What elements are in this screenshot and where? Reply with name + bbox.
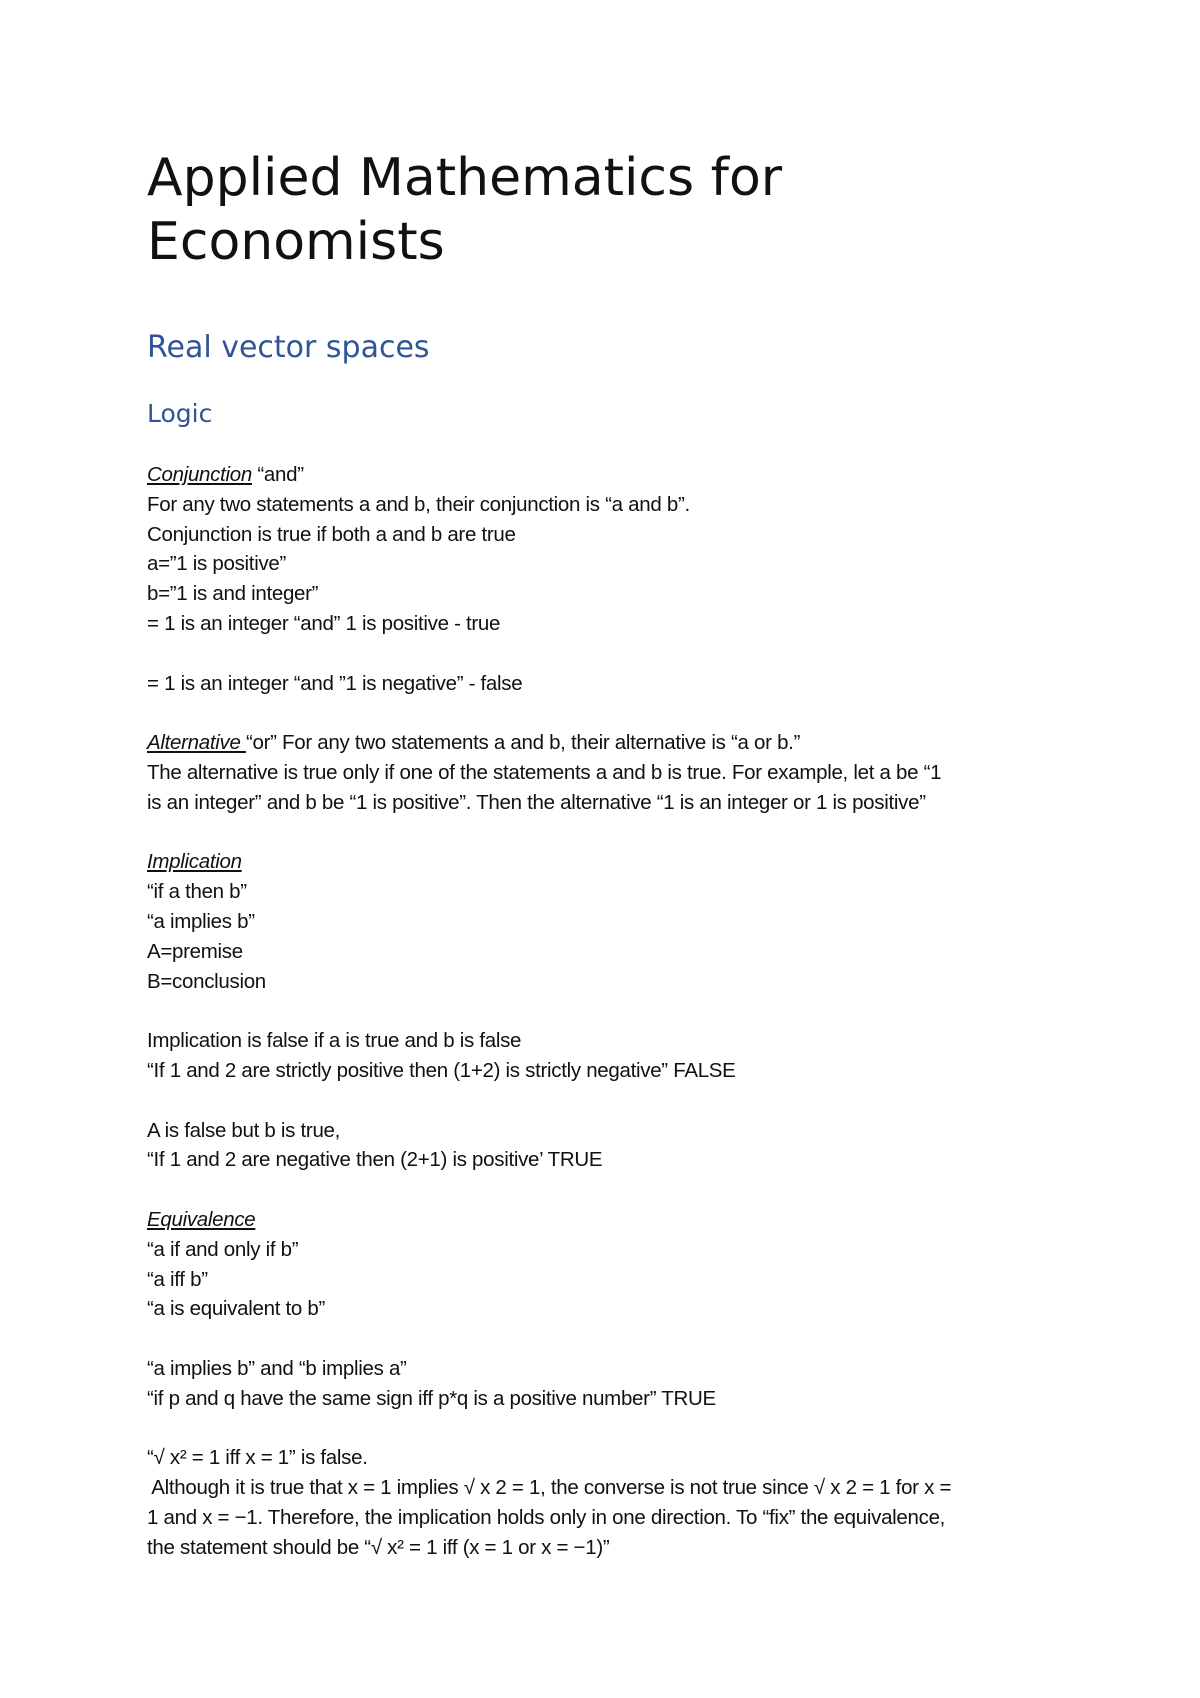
body-line: 1 and x = −1. Therefore, the implication holds only in one direction. To “fix” the equivalence, [147, 1505, 946, 1529]
body-line: “If 1 and 2 are strictly positive then (1+2) is strictly negative” FALSE [147, 1058, 736, 1082]
implication-term: Implication [147, 850, 242, 874]
body-line: Conjunction is true if both a and b are true [147, 522, 516, 546]
body-line: “a if and only if b” [147, 1237, 299, 1261]
blank-line [147, 996, 1077, 1026]
document-title: Applied Mathematics for Economists [147, 148, 783, 272]
document-body [147, 460, 1077, 1562]
alternative-term: Alternative [147, 731, 246, 755]
body-line: a=”1 is positive” [147, 552, 287, 576]
blank-line [147, 698, 1077, 728]
body-line: B=conclusion [147, 969, 266, 993]
subsection-heading: Logic [147, 399, 213, 428]
body-line: Implication is false if a is true and b is false [147, 1029, 522, 1053]
body-line: “if p and q have the same sign iff p*q is a positive number” TRUE [147, 1386, 716, 1410]
alternative-rest: “or” For any two statements a and b, their alternative is “a or b.” [245, 731, 801, 755]
blank-line [147, 639, 1077, 669]
conjunction-rest: “and” [251, 463, 304, 486]
body-line: “a implies b” and “b implies a” [147, 1356, 407, 1380]
implication-heading-line [147, 847, 1077, 877]
body-line: = 1 is an integer “and ”1 is negative” - false [147, 671, 523, 695]
body-line: For any two statements a and b, their conjunction is “a and b”. [147, 492, 690, 516]
equivalence-heading-line [147, 1205, 1077, 1235]
body-line: “a implies b” [147, 909, 255, 933]
equivalence-term: Equivalence [147, 1207, 256, 1231]
body-line: A=premise [147, 939, 243, 963]
body-line: = 1 is an integer “and” 1 is positive - true [147, 611, 501, 635]
body-line: The alternative is true only if one of the statements a and b is true. For example, let a be “1 [147, 760, 942, 784]
body-line: A is false but b is true, [147, 1118, 341, 1142]
alternative-heading-line [147, 728, 1077, 758]
body-line: is an integer” and b be “1 is positive”. Then the alternative “1 is an integer or 1 is positive” [147, 790, 926, 814]
body-line: b=”1 is and integer” [147, 582, 319, 606]
conjunction-heading-line [147, 460, 1077, 490]
body-line: “a is equivalent to b” [147, 1297, 326, 1321]
body-line: “If 1 and 2 are negative then (2+1) is positive’ TRUE [147, 1148, 603, 1172]
section-heading: Real vector spaces [147, 330, 430, 365]
blank-line [147, 1086, 1077, 1116]
body-line: “a iff b” [147, 1267, 208, 1291]
body-line: Although it is true that x = 1 implies √ x 2 = 1, the converse is not true since √ x 2 = 1 for x = [147, 1476, 952, 1500]
body-line: the statement should be “√ x² = 1 iff (x = 1 or x = −1)” [147, 1535, 610, 1559]
blank-line [147, 1175, 1077, 1205]
body-line: “if a then b” [147, 880, 247, 904]
body-line: “√ x² = 1 iff x = 1” is false. [147, 1446, 368, 1470]
blank-line [147, 818, 1077, 848]
blank-line [147, 1414, 1077, 1444]
blank-line [147, 1324, 1077, 1354]
conjunction-term: Conjunction [147, 463, 252, 486]
